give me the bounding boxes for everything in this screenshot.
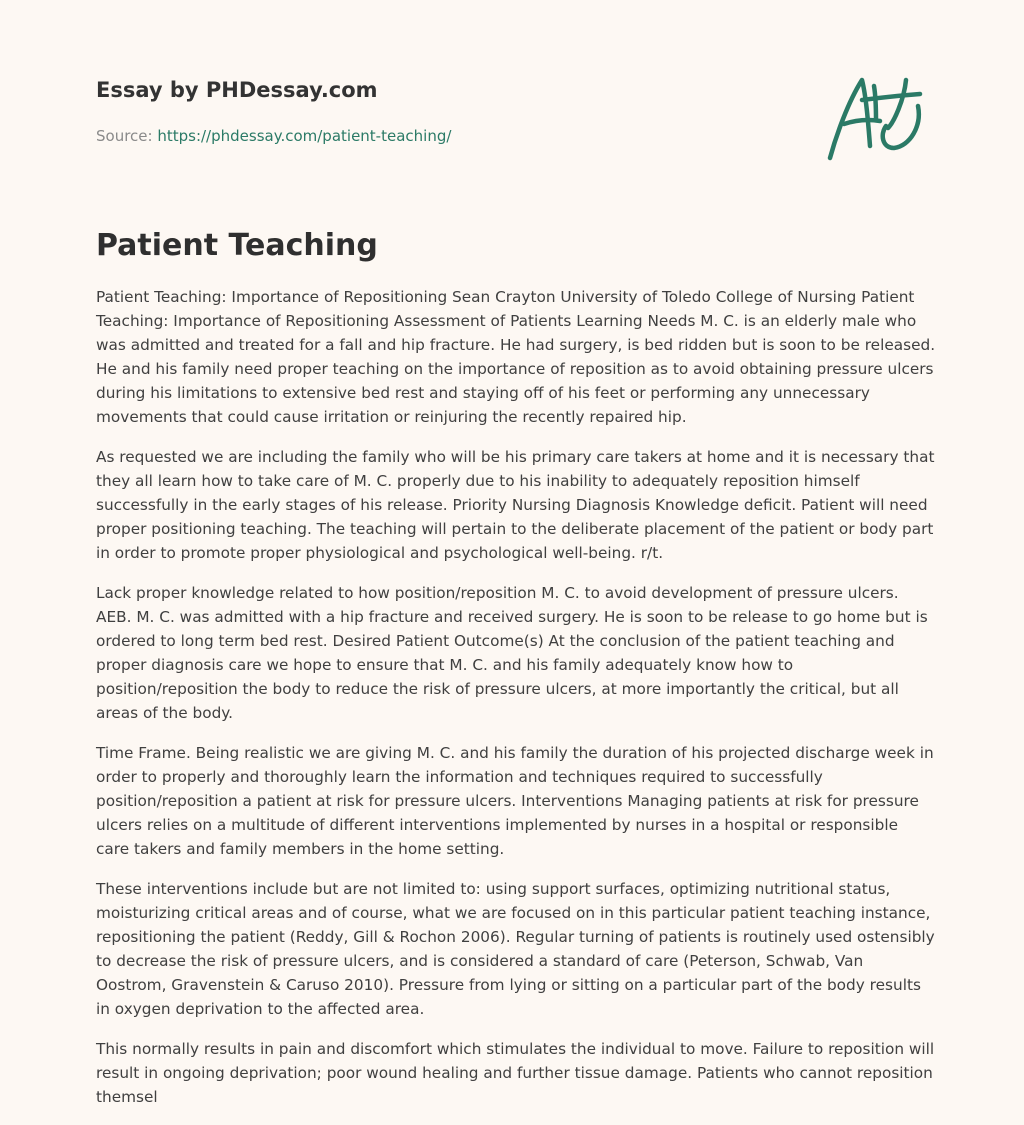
page-header: [96, 74, 796, 147]
essay-body: [96, 285, 936, 1125]
source-line: [96, 125, 796, 147]
source-link[interactable]: https://phdessay.com/patient-teaching/: [157, 127, 452, 145]
essay-paragraph: These interventions include but are not limited to: using support surfaces, optimizing nutritional status, moisturizing critical areas and of course, what we are focused on in this particular patient teaching instance, repositioning the patient (Reddy, Gill & Rochon 2006). Regular turning of patients is routinely used ostensibly to decrease the risk of pressure ulcers, and is considered a standard of care (Peterson, Schwab, Van Oostrom, Gravenstein & Caruso 2010). Pressure from lying or sitting on a particular part of the body results in oxygen deprivation to the affected area.: [96, 880, 935, 1018]
brand-title: Essay by PHDessay.com: [96, 78, 378, 102]
essay-paragraph: As requested we are including the family who will be his primary care takers at home and it is necessary that they all learn how to take care of M. C. properly due to his inability to adequately reposition himself successfully in the early stages of his release. Priority Nursing Diagnosis Knowledge deficit. Patient will need proper positioning teaching. The teaching will pertain to the deliberate placement of the patient or body part in order to promote proper physiological and psychological well-being. r/t.: [96, 448, 935, 562]
a-plus-grade-icon: [822, 70, 926, 166]
source-label: Source:: [96, 127, 158, 145]
essay-paragraph: Patient Teaching: Importance of Repositioning Sean Crayton University of Toledo College of Nursing Patient Teaching: Importance of Repositioning Assessment of Patients Learning Needs M. C. is an elderly male who was admitted and treated for a fall and hip fracture. He had surgery, is bed ridden but is soon to be released. He and his family need proper teaching on the importance of reposition as to avoid obtaining pressure ulcers during his limitations to extensive bed rest and staying off of his feet or performing any unnecessary movements that could cause irritation or reinjuring the recently repaired hip.: [96, 288, 936, 426]
essay-paragraph: Lack proper knowledge related to how position/reposition M. C. to avoid development of pressure ulcers. AEB. M. C. was admitted with a hip fracture and received surgery. He is soon to be release to go home but is ordered to long term bed rest. Desired Patient Outcome(s) At the conclusion of the patient teaching and proper diagnosis care we hope to ensure that M. C. and his family adequately know how to position/reposition the body to reduce the risk of pressure ulcers, at more importantly the critical, but all areas of the body.: [96, 584, 928, 722]
essay-title: Patient Teaching: [96, 228, 378, 263]
essay-paragraph: Time Frame. Being realistic we are giving M. C. and his family the duration of his projected discharge week in order to properly and thoroughly learn the information and techniques required to successfully position/reposition a patient at risk for pressure ulcers. Interventions Managing patients at risk for pressure ulcers relies on a multitude of different interventions implemented by nurses in a hospital or responsible care takers and family members in the home setting.: [96, 744, 934, 858]
essay-paragraph: This normally results in pain and discomfort which stimulates the individual to move. Failure to reposition will result in ongoing deprivation; poor wound healing and further tissue damage. Patients who cannot reposition themsel: [96, 1040, 935, 1106]
